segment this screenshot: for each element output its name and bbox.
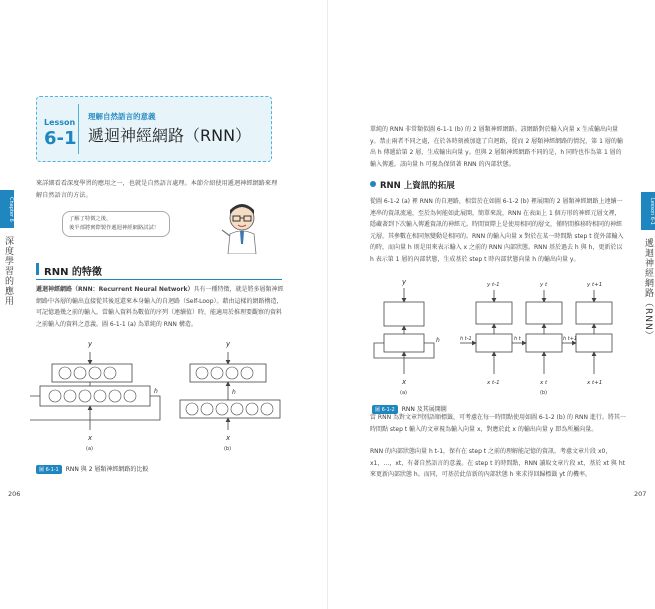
page-number-right: 207 <box>634 490 647 498</box>
figure-6-1-2 <box>360 278 630 396</box>
rnn-feature-bold: 遞迴神經網路（RNN：Recurrent Neural Network） <box>36 286 194 293</box>
figure-caption-text-2: RNN 及其展開圖 <box>401 406 447 413</box>
lesson-side-title: 遞迴神經網路（RNN） <box>643 238 653 341</box>
subsection-heading: RNN 上資訊的拓展 <box>380 181 455 191</box>
unrolled-cell-current <box>526 290 562 374</box>
rnn-feature-paragraph <box>36 284 284 330</box>
fig2-a-caption-label: (a) <box>400 390 407 396</box>
lesson-subtitle: 理解自然語言的意義 <box>88 112 156 121</box>
subsection-bullet <box>370 181 376 187</box>
fig-b-h-label: h <box>232 389 236 396</box>
figure-tag: 圖 6-1-1 <box>36 465 62 474</box>
lesson-number: 6-1 <box>44 128 77 149</box>
rnn-intro-paragraph: 單純的 RNN 非常類似圖 6-1-1 (b) 的 2 層類神經網路。該網路對於輸入向量 x 生成輸出向量 y。禁止兩者不同之處，在於各時刻被加進了自迴路，從而 2 層類神經網路的情況，第 1 層的輸出 h 傳遞給第 2 層，生成輸出向量 y。但與 2 層類神經網路不同的是，h 同時也作為第 1 層的輸入傳遞。該向量 h 可視為保留著 RNN 的內部狀態。 <box>370 126 623 168</box>
chapter-tab: Chapter 6 <box>0 190 14 228</box>
fig-a-y-label: y <box>88 340 93 348</box>
fig2-h-next: h t+1 <box>563 336 578 342</box>
fig2-h-prev: h t-1 <box>460 336 472 342</box>
book-spine <box>327 0 328 609</box>
teacher-character-illustration <box>218 200 266 254</box>
figure-6-1-1-caption <box>36 456 148 475</box>
fig2-a-x-label: x <box>402 378 407 386</box>
fig2-a-h-label: h <box>436 337 440 344</box>
fig2-y-next: y t+1 <box>587 282 603 288</box>
fig-b-y-label: y <box>226 340 231 348</box>
fig2-y-prev: y t-1 <box>487 282 500 288</box>
unrolled-cell-next <box>576 290 612 374</box>
fig2-x-prev: x t-1 <box>487 380 500 386</box>
section-heading: RNN 的特徵 <box>44 267 102 278</box>
lesson-divider <box>78 104 79 154</box>
fig-b-caption-label: (b) <box>224 446 232 452</box>
fig2-a-y-label: y <box>402 278 407 286</box>
bubble-line-2: 後半部將實際製作遞迴神經網路試試！ <box>69 225 160 231</box>
fig-b-x-label: x <box>226 434 231 442</box>
fig-a-h-label: h <box>154 388 158 395</box>
fig2-x-cur: x t <box>540 380 548 386</box>
rnn-expansion-paragraph: 從圖 6-1-2 (a) 裡 RNN 的自迴路，相當於在如圖 6-1-2 (b) 裡展開的 2 層類神經網路上連續一連串的資訊流通，至於為何能如此展開，簡單來說，RNN 在表面上 1 個方形的神經元層文裡，隱藏著到下次輸入傳遞資訊的神經元。時間實際上是使用相同的層文，僅時間推移時相同的神經元層，其參數在相同無變動是相同的。RNN 的輸入向量 x 對於在某一時間點 step t 從外部輸入的時，而向量 h 則是用來表示輸入 x 之前的 RNN 內部狀態。RNN 基於過去 h 與 h，更新於以 h 表示第 1 層的內部狀態，生成基於 step t 時內部狀態向量 h 的輸出向量 y。 <box>370 198 624 263</box>
fig-a-caption-label: (a) <box>86 446 93 452</box>
lesson-tab: Lesson 6-1 <box>641 192 655 230</box>
lesson-label: Lesson <box>44 118 76 127</box>
page-number-left: 206 <box>8 490 21 498</box>
section-rule <box>36 279 282 280</box>
figure-tag-2: 圖 6-1-2 <box>372 405 398 414</box>
figure-6-1-1 <box>30 330 290 455</box>
rnn-state-paragraph: RNN 的內部狀態向量 h t-1，保有在 step t 之前的理解能記憶的資訊。考慮文章片段 x0，x1，…，xt，有著自然語言的意義。在 step t 的時間點，RNN 讀取文章片段 xt，基於 xt 與 ht 來更新內部狀態 h。而同，可基於此信新的內部狀態 h 來求得回歸標籤 yt 的機率。 <box>370 448 625 478</box>
fig2-h-cur: h t <box>514 336 521 342</box>
intro-paragraph: 來詳細看看深度學習的應用之一，也就是自然語言處理。本節介紹使用遞迴神經網路來理解自然語言的方法。 <box>36 180 278 199</box>
bubble-line-1: 了解了特徵之後， <box>69 216 112 222</box>
chapter-side-title: 深度學習的應用 <box>3 236 13 306</box>
speech-bubble <box>62 211 170 237</box>
fig2-x-next: x t+1 <box>587 380 603 386</box>
figure-caption-text: RNN 與 2 層類神經網路的比較 <box>65 466 149 473</box>
fig-a-x-label: x <box>88 434 93 442</box>
rnn-feature-text: 具有一種特徵，就是將多層類神經網路中各層的輸出直接從其後返還來本身輸入的自迴路（Self-Loop）。藉由這樣的網路構造，可記憶過幾之前的輸入，當輸入資料為數值的序列（連續值）時，能適用於推理要觀察的資料之前輸入的資料之意義。圖 6-1-1 (a) 為單純的 RNN 構造。 <box>36 286 284 328</box>
section-heading-bar <box>36 263 39 275</box>
fig2-b-caption-label: (b) <box>540 390 548 396</box>
rnn-labeling-paragraph: 當 RNN 為對文章判別語順標籤，可考慮在每一時間點使用如圖 6-1-2 (b) 的 RNN 進行。將其一時間點 step t 輸入的文章視為輸入向量 x，對應於此 x 的輸出向量 y 即為所屬向量。 <box>370 414 626 433</box>
fig2-y-cur: y t <box>540 282 548 288</box>
unrolled-cell-prev <box>476 290 512 374</box>
lesson-title: 遞迴神經網路（RNN） <box>88 126 252 145</box>
